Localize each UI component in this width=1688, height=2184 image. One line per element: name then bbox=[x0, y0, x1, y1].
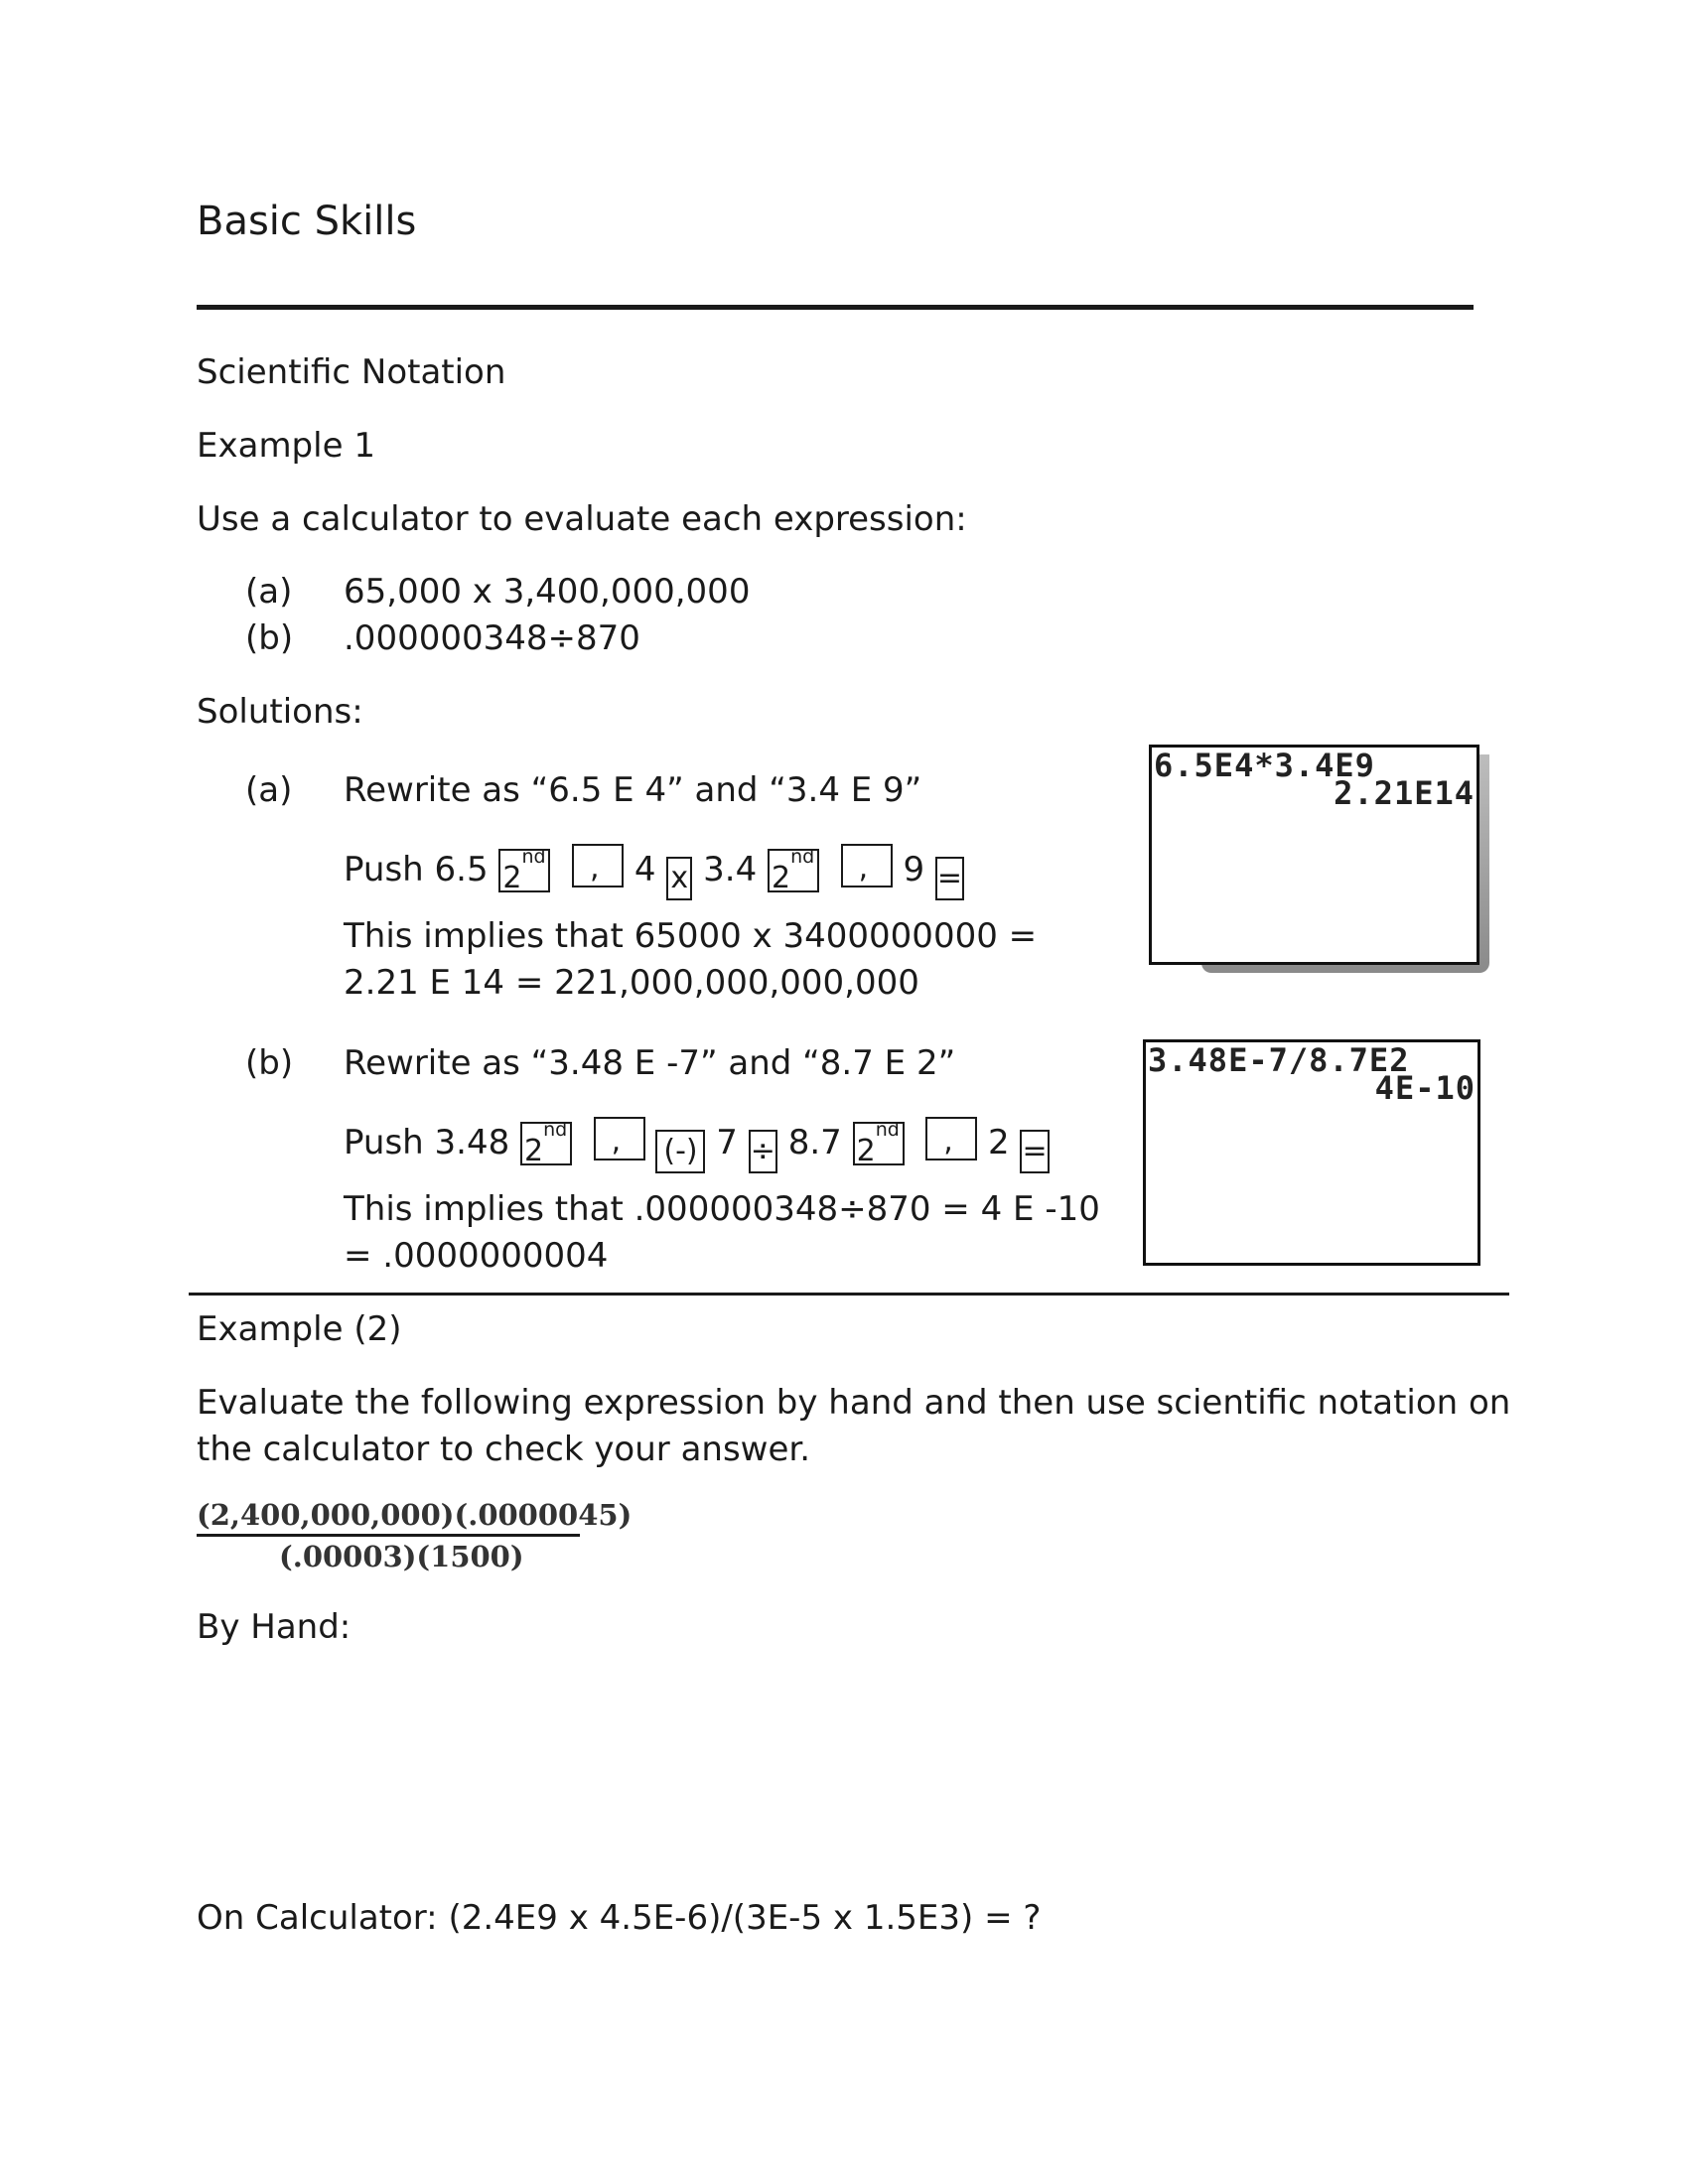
calculator-screen-b bbox=[1143, 1039, 1480, 1266]
example1-heading: Example 1 bbox=[197, 426, 375, 466]
solution-b-implies-line1: This implies that .000000348÷870 = 4 E -10 bbox=[344, 1189, 1100, 1229]
number-3-48: 3.48 bbox=[434, 1123, 510, 1162]
comma-key-label: , bbox=[943, 1124, 953, 1159]
by-hand-label: By Hand: bbox=[197, 1607, 352, 1647]
solution-a-implies-line1: This implies that 65000 x 3400000000 = bbox=[344, 916, 1038, 956]
number-7: 7 bbox=[716, 1123, 738, 1162]
screen-a-line2: 2.21E14 bbox=[1334, 774, 1475, 812]
second-key-sup: nd bbox=[875, 1119, 900, 1141]
problem-a-label: (a) bbox=[245, 572, 293, 612]
solutions-heading: Solutions: bbox=[197, 692, 363, 732]
solution-b-rewrite: Rewrite as “3.48 E -7” and “8.7 E 2” bbox=[344, 1043, 956, 1083]
problem-b-label: (b) bbox=[245, 618, 294, 658]
second-key-label: 2 bbox=[856, 1134, 876, 1168]
second-key-sup: nd bbox=[543, 1119, 568, 1141]
comma-key-label: , bbox=[858, 851, 869, 886]
calculator-screen-a bbox=[1149, 745, 1479, 965]
solution-b-key-sequence bbox=[344, 1117, 1050, 1173]
screen-b-line1: 3.48E-7/8.7E2 bbox=[1148, 1041, 1410, 1079]
push-word: Push bbox=[344, 850, 424, 889]
second-key-label: 2 bbox=[772, 861, 791, 895]
fraction-denominator: (.00003)(1500) bbox=[279, 1540, 524, 1573]
problem-b-expr: .000000348÷870 bbox=[344, 618, 640, 658]
number-2: 2 bbox=[988, 1123, 1010, 1162]
second-key bbox=[520, 1119, 572, 1168]
solution-a-rewrite: Rewrite as “6.5 E 4” and “3.4 E 9” bbox=[344, 770, 922, 810]
solution-b-implies-line2: = .0000000004 bbox=[344, 1236, 609, 1276]
on-calculator-line: On Calculator: (2.4E9 x 4.5E-6)/(3E-5 x 1.5E3) = ? bbox=[197, 1898, 1042, 1938]
push-word: Push bbox=[344, 1123, 424, 1162]
comma-key bbox=[572, 844, 624, 887]
comma-key bbox=[925, 1117, 977, 1160]
second-key bbox=[768, 846, 819, 895]
divide-key: ÷ bbox=[749, 1130, 777, 1173]
screen-b-line2: 4E-10 bbox=[1374, 1069, 1476, 1107]
solution-a-implies-line2: 2.21 E 14 = 221,000,000,000,000 bbox=[344, 963, 919, 1003]
example2-instruction-line1: Evaluate the following expression by hand and then use scientific notation on bbox=[197, 1383, 1511, 1423]
second-key-sup: nd bbox=[790, 846, 815, 868]
equals-key: = bbox=[1020, 1130, 1049, 1173]
solution-a-key-sequence bbox=[344, 844, 964, 900]
number-9: 9 bbox=[903, 850, 925, 889]
problem-a-expr: 65,000 x 3,400,000,000 bbox=[344, 572, 751, 612]
section-heading: Scientific Notation bbox=[197, 352, 506, 392]
second-key-label: 2 bbox=[502, 861, 522, 895]
comma-key bbox=[594, 1117, 645, 1160]
screen-a-line1: 6.5E4*3.4E9 bbox=[1154, 747, 1375, 784]
comma-key-label: , bbox=[590, 851, 600, 886]
negative-key: (-) bbox=[655, 1130, 705, 1173]
number-6-5: 6.5 bbox=[434, 850, 489, 889]
example-divider bbox=[189, 1293, 1509, 1296]
example1-instruction: Use a calculator to evaluate each expression: bbox=[197, 499, 967, 539]
example2-heading: Example (2) bbox=[197, 1309, 402, 1349]
solution-b-label: (b) bbox=[245, 1043, 294, 1083]
comma-key-label: , bbox=[611, 1124, 622, 1159]
second-key bbox=[853, 1119, 905, 1168]
second-key bbox=[498, 846, 550, 895]
times-key: x bbox=[666, 857, 692, 900]
equals-key: = bbox=[935, 857, 964, 900]
fraction-bar bbox=[197, 1534, 580, 1537]
number-8-7: 8.7 bbox=[787, 1123, 842, 1162]
number-3-4: 3.4 bbox=[703, 850, 758, 889]
fraction-numerator: (2,400,000,000)(.0000045) bbox=[197, 1498, 633, 1532]
solution-a-label: (a) bbox=[245, 770, 293, 810]
second-key-label: 2 bbox=[524, 1134, 544, 1168]
title-divider bbox=[197, 305, 1474, 310]
page-title: Basic Skills bbox=[197, 199, 417, 244]
example2-instruction-line2: the calculator to check your answer. bbox=[197, 1430, 811, 1469]
number-4: 4 bbox=[633, 850, 656, 889]
comma-key bbox=[841, 844, 893, 887]
second-key-sup: nd bbox=[521, 846, 546, 868]
